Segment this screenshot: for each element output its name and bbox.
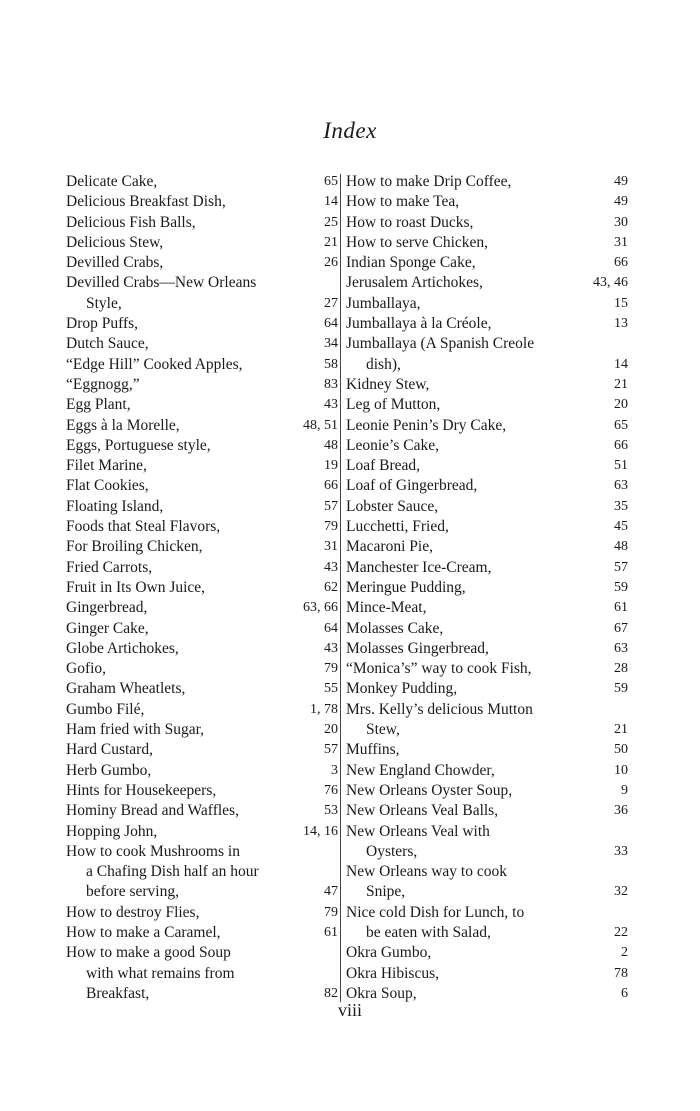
- index-entry-label: Style,: [86, 294, 122, 312]
- index-entry: [66, 943, 338, 963]
- index-entry-page: 30: [614, 214, 628, 230]
- index-entry-label: Molasses Cake,: [346, 619, 444, 637]
- index-entry: [66, 233, 338, 253]
- index-entry: [346, 700, 628, 720]
- index-entry-label: Leg of Mutton,: [346, 396, 441, 414]
- index-entry-page: 35: [614, 498, 628, 514]
- index-entry-page: 36: [614, 803, 628, 819]
- index-entry-page: 79: [324, 519, 338, 535]
- index-entry-page: 9: [621, 782, 628, 798]
- index-entry-page: 21: [324, 234, 338, 250]
- index-entry: [66, 882, 338, 902]
- index-entry-label: How to make a Caramel,: [66, 923, 221, 941]
- index-entry: [66, 355, 338, 375]
- index-entry-label: “Eggnogg,”: [66, 375, 140, 393]
- index-entry-page: 15: [614, 295, 628, 311]
- index-entry: [66, 822, 338, 842]
- index-entry: [66, 314, 338, 334]
- index-entry-page: 10: [614, 762, 628, 778]
- index-entry-label: Oysters,: [366, 842, 418, 860]
- index-entry-page: 21: [614, 722, 628, 738]
- index-entry: [346, 964, 628, 984]
- index-entry-label: Ginger Cake,: [66, 619, 149, 637]
- index-entry-page: 21: [614, 376, 628, 392]
- index-entry: [346, 253, 628, 273]
- index-entry-label: Flat Cookies,: [66, 477, 149, 495]
- index-entry-label: Lucchetti, Fried,: [346, 518, 449, 536]
- index-entry: [346, 558, 628, 578]
- index-entry-page: 50: [614, 742, 628, 758]
- index-entry-label: dish),: [366, 355, 401, 373]
- index-entry-page: 66: [324, 478, 338, 494]
- index-entry-label: Egg Plant,: [66, 396, 131, 414]
- index-entry-page: 61: [324, 924, 338, 940]
- index-entry-label: Devilled Crabs,: [66, 254, 164, 272]
- index-entry: [346, 334, 628, 354]
- index-entry: [346, 233, 628, 253]
- index-entry-label: Leonie’s Cake,: [346, 436, 439, 454]
- column-divider: [340, 174, 341, 1002]
- index-entry-label: How to destroy Flies,: [66, 903, 200, 921]
- index-entry-label: New Orleans way to cook: [346, 863, 507, 881]
- index-entry-page: 3: [331, 762, 338, 778]
- index-entry-label: Muffins,: [346, 741, 400, 759]
- index-entry: [66, 700, 338, 720]
- index-entry-label: How to cook Mushrooms in: [66, 842, 240, 860]
- index-entry-page: 43: [324, 640, 338, 656]
- index-entry: [66, 578, 338, 598]
- index-entry: [346, 659, 628, 679]
- index-entry-label: Okra Soup,: [346, 984, 417, 1002]
- index-entry-page: 34: [324, 336, 338, 352]
- index-entry-page: 79: [324, 904, 338, 920]
- index-entry-label: How to make a good Soup: [66, 944, 231, 962]
- index-entry-label: Delicious Stew,: [66, 233, 164, 251]
- index-entry-label: Loaf of Gingerbread,: [346, 477, 478, 495]
- index-entry-label: Jerusalem Artichokes,: [346, 274, 483, 292]
- index-entry-page: 76: [324, 782, 338, 798]
- index-entry-page: 14: [614, 356, 628, 372]
- index-entry-page: 20: [614, 397, 628, 413]
- index-entry: [346, 476, 628, 496]
- index-entry: [66, 375, 338, 395]
- index-entry: [346, 395, 628, 415]
- index-entry-label: Eggs, Portuguese style,: [66, 436, 211, 454]
- index-entry-label: Indian Sponge Cake,: [346, 254, 476, 272]
- index-entry-page: 6: [621, 985, 628, 1001]
- index-entry-label: with what remains from: [86, 964, 235, 982]
- index-entry: [346, 578, 628, 598]
- index-entry: [346, 436, 628, 456]
- index-entry-page: 25: [324, 214, 338, 230]
- index-entry: [66, 273, 338, 293]
- index-entry-label: Fruit in Its Own Juice,: [66, 578, 206, 596]
- index-entry-page: 43: [324, 397, 338, 413]
- index-entry-page: 14: [324, 194, 338, 210]
- index-entry: [66, 192, 338, 212]
- index-entry: [346, 923, 628, 943]
- index-entry: [346, 781, 628, 801]
- index-entry: [66, 537, 338, 557]
- index-entry: [66, 781, 338, 801]
- index-entry-page: 31: [324, 539, 338, 555]
- index-entry: [346, 375, 628, 395]
- index-entry: [346, 842, 628, 862]
- index-entry-page: 47: [324, 884, 338, 900]
- index-entry-page: 45: [614, 519, 628, 535]
- index-entry: [66, 903, 338, 923]
- index-entry-label: Fried Carrots,: [66, 558, 153, 576]
- index-entry-label: Jumballaya,: [346, 294, 421, 312]
- index-entry-page: 79: [324, 661, 338, 677]
- index-entry: [346, 517, 628, 537]
- index-entry-page: 1, 78: [310, 701, 338, 717]
- index-entry: [346, 456, 628, 476]
- index-entry-label: Herb Gumbo,: [66, 761, 152, 779]
- index-entry-label: New England Chowder,: [346, 761, 495, 779]
- index-entry-page: 65: [614, 417, 628, 433]
- index-entry: [66, 395, 338, 415]
- index-entry: [346, 862, 628, 882]
- index-entry: [346, 355, 628, 375]
- index-entry: [66, 720, 338, 740]
- index-entry-label: Stew,: [366, 721, 400, 739]
- index-entry: [66, 253, 338, 273]
- index-entry: [346, 822, 628, 842]
- index-entry: [346, 740, 628, 760]
- index-entry-label: Hard Custard,: [66, 741, 153, 759]
- index-entry: [66, 294, 338, 314]
- index-entry-label: How to make Drip Coffee,: [346, 173, 512, 190]
- index-entry-label: “Edge Hill” Cooked Apples,: [66, 355, 243, 373]
- index-entry-label: Manchester Ice-Cream,: [346, 558, 492, 576]
- index-entry: [66, 517, 338, 537]
- index-entry-page: 20: [324, 722, 338, 738]
- page-title: Index: [323, 118, 377, 143]
- index-entry-label: Gingerbread,: [66, 599, 148, 617]
- index-entry-label: Okra Gumbo,: [346, 944, 432, 962]
- index-entry-label: Floating Island,: [66, 497, 164, 515]
- index-entry-label: Mrs. Kelly’s delicious Mutton: [346, 700, 533, 718]
- index-entry: [346, 801, 628, 821]
- index-entry-label: How to roast Ducks,: [346, 213, 474, 231]
- index-entry-label: Kidney Stew,: [346, 375, 430, 393]
- index-entry-label: New Orleans Oyster Soup,: [346, 781, 513, 799]
- index-entry-label: For Broiling Chicken,: [66, 538, 203, 556]
- index-entry-label: Meringue Pudding,: [346, 578, 466, 596]
- index-entry-label: Graham Wheatlets,: [66, 680, 186, 698]
- index-entry: [66, 213, 338, 233]
- index-entry-label: Hominy Bread and Waffles,: [66, 802, 239, 820]
- index-entry: [346, 943, 628, 963]
- index-entry: [346, 213, 628, 233]
- index-entry-page: 58: [324, 356, 338, 372]
- index-entry-label: Devilled Crabs—New Orleans: [66, 274, 257, 292]
- index-entry-label: Jumballaya à la Créole,: [346, 315, 492, 333]
- index-entry-page: 65: [324, 174, 338, 189]
- index-entry-page: 64: [324, 620, 338, 636]
- index-entry-page: 33: [614, 843, 628, 859]
- index-entry-page: 59: [614, 681, 628, 697]
- index-entry-page: 27: [324, 295, 338, 311]
- index-entry: [66, 659, 338, 679]
- index-entry-page: 61: [614, 600, 628, 616]
- index-entry-page: 62: [324, 579, 338, 595]
- index-entry-page: 2: [621, 945, 628, 961]
- index-entry-label: Snipe,: [366, 883, 406, 901]
- index-entry: [346, 294, 628, 314]
- index-entry-page: 66: [614, 437, 628, 453]
- index-entry: [66, 497, 338, 517]
- index-entry: [66, 456, 338, 476]
- index-entry-label: Delicate Cake,: [66, 173, 158, 190]
- index-entry: [346, 416, 628, 436]
- index-entry-label: Leonie Penin’s Dry Cake,: [346, 416, 507, 434]
- index-entry: [346, 619, 628, 639]
- index-entry: [66, 598, 338, 618]
- index-entry-label: New Orleans Veal with: [346, 822, 490, 840]
- index-entry: [346, 273, 628, 293]
- index-entry-page: 28: [614, 661, 628, 677]
- index-entry: [66, 862, 338, 882]
- index-entry-page: 57: [324, 498, 338, 514]
- index-entry-page: 64: [324, 316, 338, 332]
- index-entry: [66, 334, 338, 354]
- index-entry-label: before serving,: [86, 883, 179, 901]
- index-entry-page: 66: [614, 255, 628, 271]
- index-entry-label: Macaroni Pie,: [346, 538, 433, 556]
- index-entry-page: 14, 16: [303, 823, 338, 839]
- index-entry-label: Delicious Fish Balls,: [66, 213, 196, 231]
- index-entry-label: Lobster Sauce,: [346, 497, 439, 515]
- index-entry: [346, 761, 628, 781]
- index-entry-page: 55: [324, 681, 338, 697]
- index-entry-page: 49: [614, 174, 628, 189]
- index-entry-label: Hopping John,: [66, 822, 158, 840]
- index-entry: [346, 598, 628, 618]
- index-entry-label: How to serve Chicken,: [346, 233, 489, 251]
- index-entry-label: Dutch Sauce,: [66, 335, 149, 353]
- index-entry-label: Okra Hibiscus,: [346, 964, 439, 982]
- index-entry: [346, 172, 628, 192]
- index-entry: [346, 314, 628, 334]
- index-entry-label: Nice cold Dish for Lunch, to: [346, 903, 525, 921]
- index-entry-page: 43, 46: [593, 275, 628, 291]
- index-entry-label: be eaten with Salad,: [366, 923, 491, 941]
- index-entry: [66, 436, 338, 456]
- index-entry-page: 22: [614, 924, 628, 940]
- index-entry-label: Jumballaya (A Spanish Creole: [346, 335, 535, 353]
- index-entry-label: Drop Puffs,: [66, 315, 139, 333]
- index-entry-page: 59: [614, 579, 628, 595]
- index-entry: [346, 537, 628, 557]
- index-entry-page: 63, 66: [303, 600, 338, 616]
- index-column-left: [66, 172, 338, 1004]
- index-entry: [346, 720, 628, 740]
- index-entry-label: Filet Marine,: [66, 457, 147, 475]
- index-column-right: [346, 172, 628, 1004]
- index-entry-page: 57: [324, 742, 338, 758]
- index-entry-page: 48: [324, 437, 338, 453]
- index-entry-page: 51: [614, 458, 628, 474]
- index-entry: [66, 639, 338, 659]
- index-entry-label: How to make Tea,: [346, 193, 460, 211]
- index-entry: [66, 679, 338, 699]
- index-entry-page: 67: [614, 620, 628, 636]
- index-entry-page: 82: [324, 985, 338, 1001]
- index-entry: [66, 558, 338, 578]
- index-entry-label: Loaf Bread,: [346, 457, 421, 475]
- index-entry-page: 26: [324, 255, 338, 271]
- index-entry: [66, 740, 338, 760]
- index-entry-label: Monkey Pudding,: [346, 680, 458, 698]
- index-entry-page: 63: [614, 478, 628, 494]
- index-entry: [66, 964, 338, 984]
- index-entry-page: 31: [614, 234, 628, 250]
- index-entry: [346, 679, 628, 699]
- index-entry-label: Mince-Meat,: [346, 599, 427, 617]
- index-entry: [346, 639, 628, 659]
- index-entry-page: 57: [614, 559, 628, 575]
- index-entry-page: 53: [324, 803, 338, 819]
- index-entry-label: “Monica’s” way to cook Fish,: [346, 660, 532, 678]
- index-entry-label: a Chafing Dish half an hour: [86, 863, 259, 881]
- index-entry-page: 49: [614, 194, 628, 210]
- index-entry-label: Breakfast,: [86, 984, 150, 1002]
- index-entry-page: 19: [324, 458, 338, 474]
- index-entry-page: 78: [614, 965, 628, 981]
- index-entry-page: 43: [324, 559, 338, 575]
- index-entry: [66, 923, 338, 943]
- index-entry-page: 83: [324, 376, 338, 392]
- index-entry-label: Hints for Housekeepers,: [66, 781, 217, 799]
- index-entry-label: Globe Artichokes,: [66, 639, 179, 657]
- index-entry-label: Gumbo Filé,: [66, 700, 145, 718]
- index-entry-label: Gofio,: [66, 660, 107, 678]
- index-entry: [66, 842, 338, 862]
- index-entry: [346, 903, 628, 923]
- index-entry: [66, 476, 338, 496]
- index-entry: [346, 192, 628, 212]
- index-entry-label: Delicious Breakfast Dish,: [66, 193, 226, 211]
- index-entry: [66, 619, 338, 639]
- index-entry-label: New Orleans Veal Balls,: [346, 802, 499, 820]
- index-entry-label: Eggs à la Morelle,: [66, 416, 180, 434]
- index-entry-label: Foods that Steal Flavors,: [66, 518, 221, 536]
- index-entry: [66, 761, 338, 781]
- index-entry-page: 48, 51: [303, 417, 338, 433]
- index-entry-page: 63: [614, 640, 628, 656]
- index-entry-page: 13: [614, 316, 628, 332]
- index-entry: [66, 801, 338, 821]
- index-entry: [66, 172, 338, 192]
- index-entry-label: Ham fried with Sugar,: [66, 721, 204, 739]
- page-folio: viii: [337, 1000, 362, 1020]
- index-entry-page: 48: [614, 539, 628, 555]
- index-entry: [66, 416, 338, 436]
- index-entry-page: 32: [614, 884, 628, 900]
- index-entry: [346, 497, 628, 517]
- index-entry-label: Molasses Gingerbread,: [346, 639, 489, 657]
- index-entry: [346, 882, 628, 902]
